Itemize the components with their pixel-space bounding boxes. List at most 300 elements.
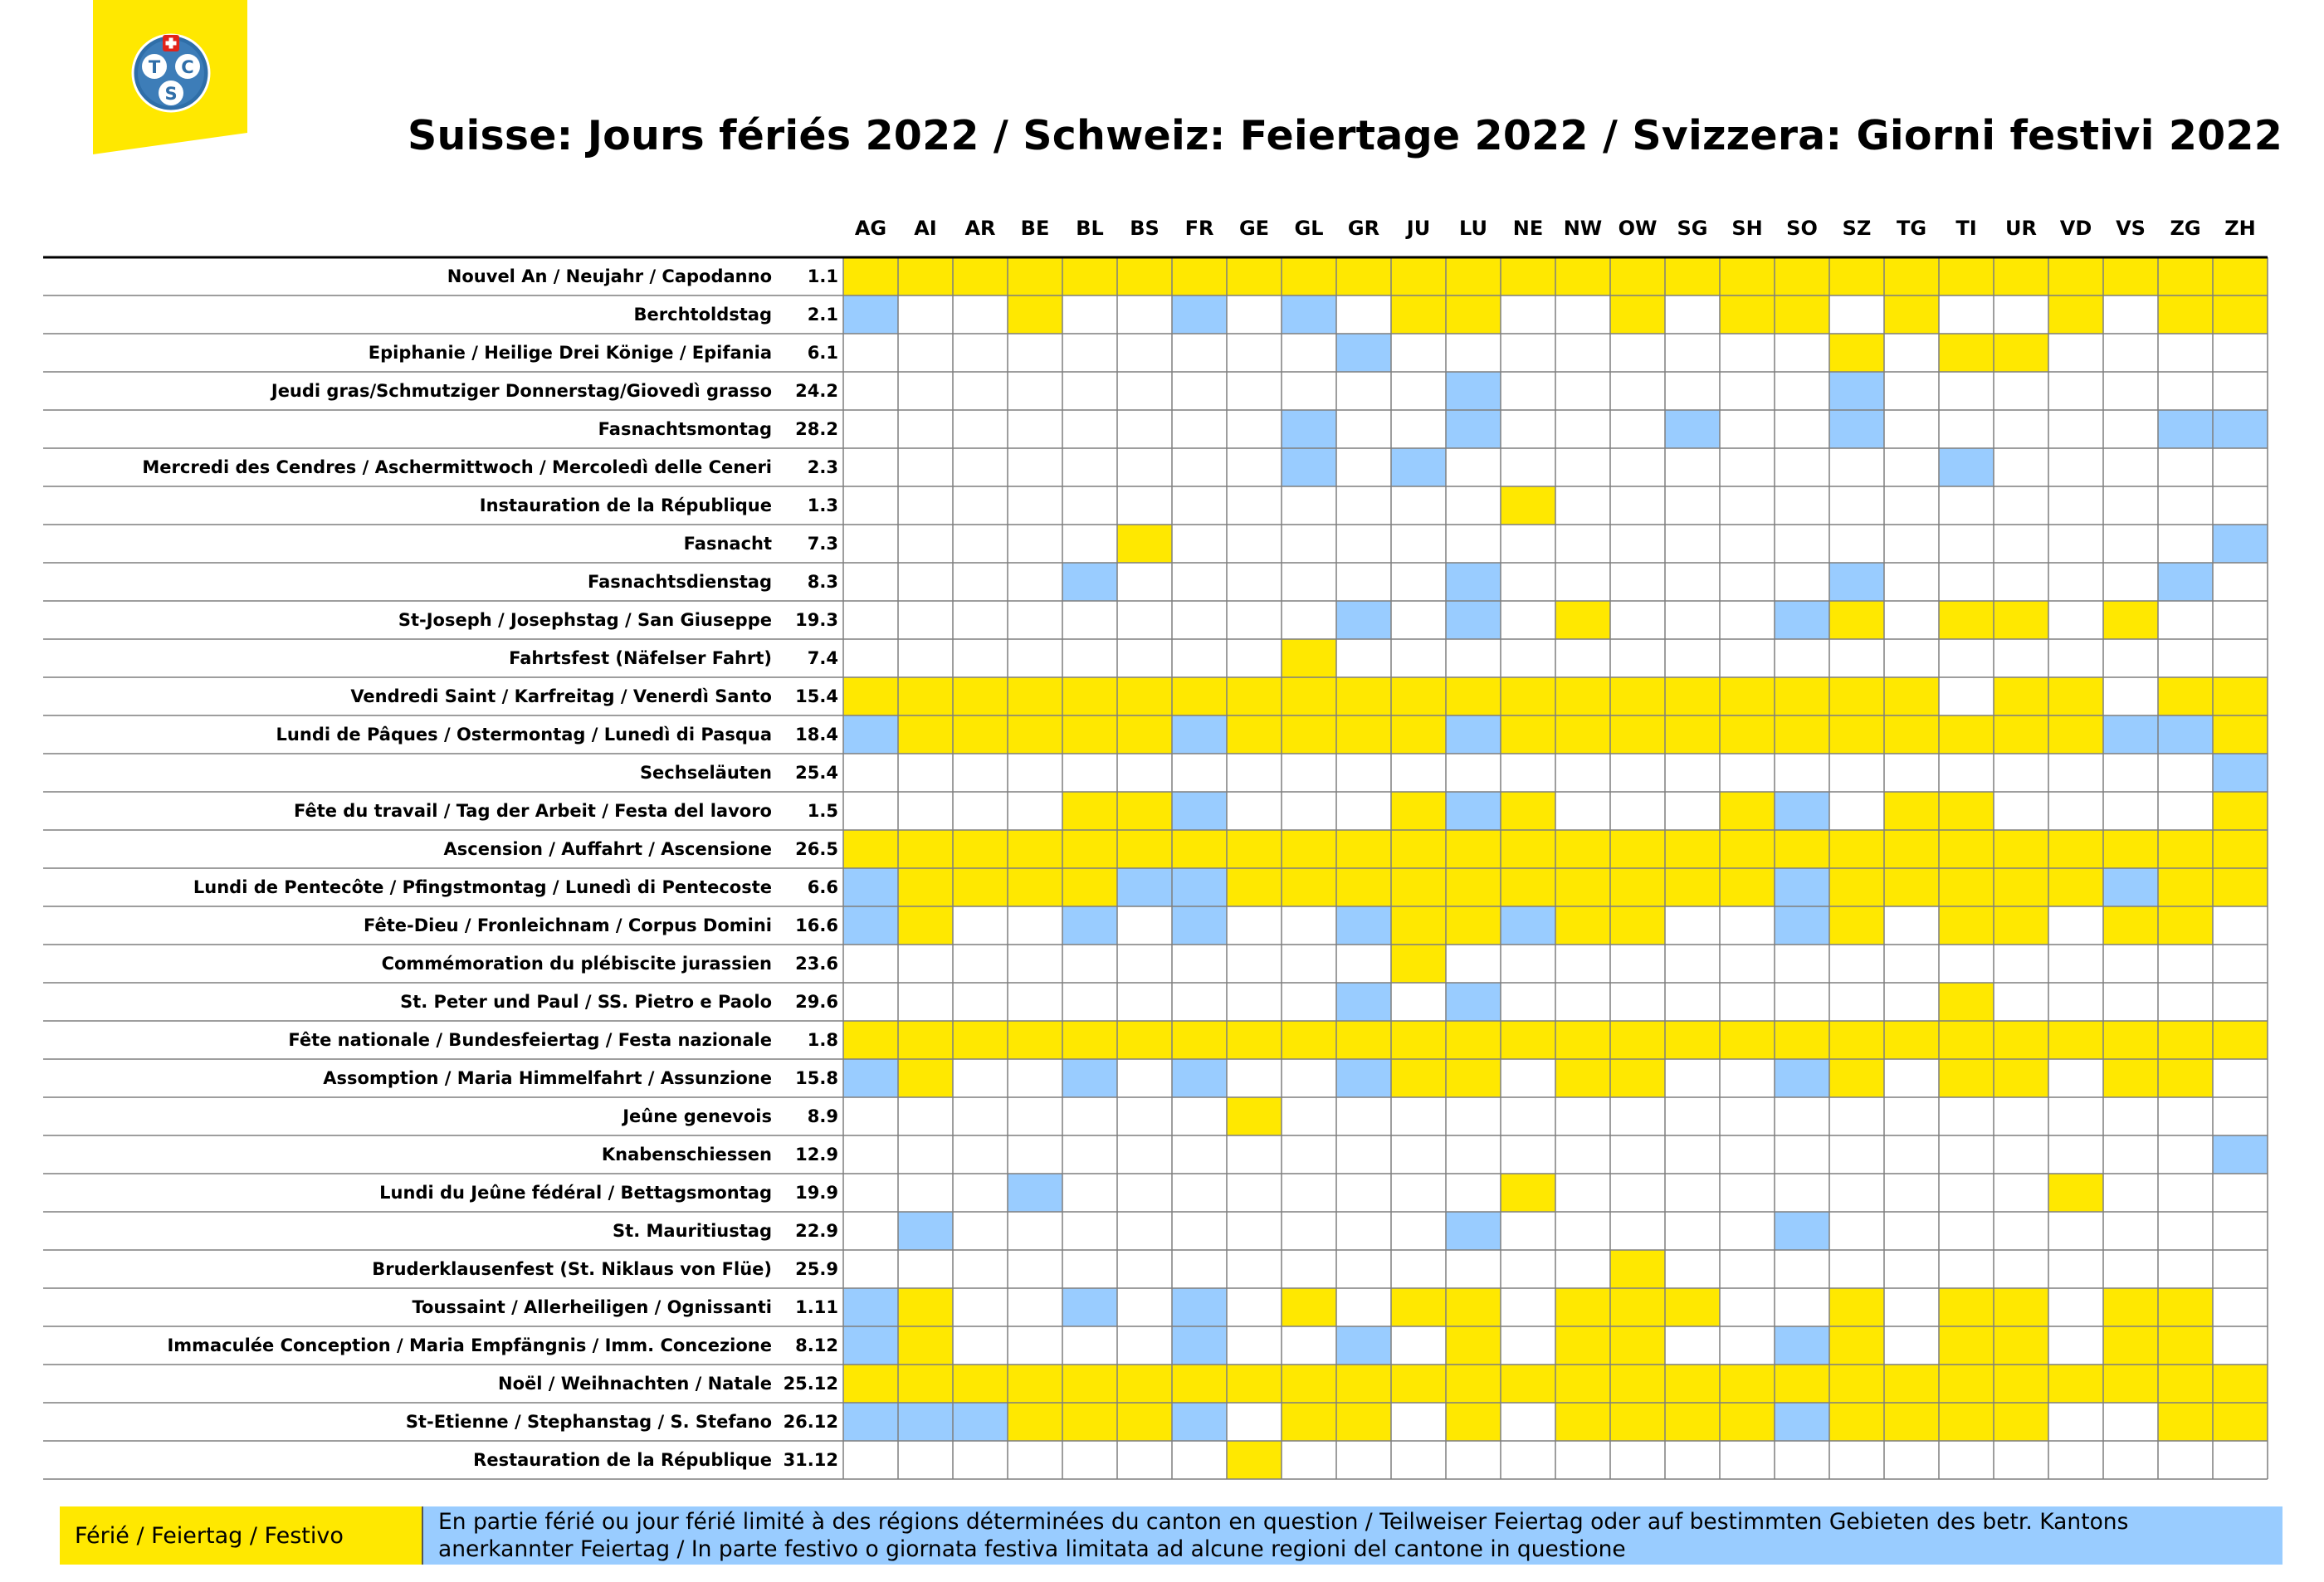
cell-empty [843, 1097, 898, 1135]
cell-ferie [1720, 1365, 1775, 1403]
cell-partiel [1117, 868, 1172, 906]
cell-ferie [2103, 1059, 2158, 1097]
cell-empty [1062, 1326, 1117, 1365]
cell-ferie [1336, 830, 1391, 868]
cell-ferie [1994, 715, 2048, 754]
cell-empty [1008, 754, 1062, 792]
cell-ferie [1555, 715, 1610, 754]
cell-empty [2213, 601, 2268, 639]
cell-ferie [1282, 257, 1336, 295]
page-title: Suisse: Jours fériés 2022 / Schweiz: Feiertage 2022 / Svizzera: Giorni festivi 2022 [407, 112, 2282, 159]
cell-empty [2048, 1059, 2103, 1097]
cell-ferie [2158, 1288, 2213, 1326]
cell-empty [1610, 945, 1665, 983]
logo-letter-c: C [181, 57, 194, 77]
cell-ferie [1884, 715, 1939, 754]
canton-header: AI [914, 217, 937, 240]
cell-ferie [1062, 677, 1117, 715]
cell-ferie [1665, 1021, 1720, 1059]
cell-empty [1336, 1212, 1391, 1250]
cell-empty [1336, 1441, 1391, 1479]
cell-ferie [1501, 486, 1555, 525]
cell-empty [1555, 754, 1610, 792]
cell-ferie [1555, 1059, 1610, 1097]
cell-empty [1829, 295, 1884, 334]
cell-empty [1610, 372, 1665, 410]
cell-partiel [1939, 448, 1994, 486]
cell-empty [1336, 1135, 1391, 1174]
cell-empty [898, 563, 953, 601]
cell-empty [1884, 1441, 1939, 1479]
cell-empty [1172, 1097, 1227, 1135]
holiday-date: 26.12 [783, 1412, 838, 1432]
cell-empty [1501, 525, 1555, 563]
holiday-name: St. Mauritiustag [613, 1221, 772, 1241]
cell-empty [1227, 906, 1282, 945]
cell-empty [2158, 1250, 2213, 1288]
holiday-date: 25.12 [783, 1374, 838, 1394]
cell-ferie [1829, 1288, 1884, 1326]
cell-empty [953, 792, 1008, 830]
cell-empty [1391, 1097, 1446, 1135]
cell-ferie [953, 1365, 1008, 1403]
cell-partiel [1172, 1288, 1227, 1326]
cell-empty [1336, 295, 1391, 334]
cell-partiel [1336, 906, 1391, 945]
cell-empty [1665, 639, 1720, 677]
cell-empty [1282, 983, 1336, 1021]
cell-partiel [953, 1403, 1008, 1441]
cell-empty [2213, 563, 2268, 601]
cell-empty [2048, 1288, 2103, 1326]
cell-ferie [2048, 1174, 2103, 1212]
holiday-date: 19.9 [795, 1183, 838, 1203]
cell-empty [1008, 525, 1062, 563]
cell-empty [843, 1135, 898, 1174]
cell-ferie [1446, 1021, 1501, 1059]
cell-partiel [1282, 295, 1336, 334]
cell-empty [1829, 983, 1884, 1021]
cell-empty [2048, 1135, 2103, 1174]
cell-empty [1994, 372, 2048, 410]
holiday-name: St-Etienne / Stephanstag / S. Stefano [405, 1412, 772, 1432]
cell-ferie [1829, 906, 1884, 945]
cell-empty [2103, 563, 2158, 601]
cell-ferie [1665, 1403, 1720, 1441]
cell-empty [1720, 945, 1775, 983]
cell-empty [1282, 601, 1336, 639]
cell-empty [1282, 792, 1336, 830]
cell-ferie [1008, 715, 1062, 754]
cell-ferie [2048, 868, 2103, 906]
cell-empty [1008, 1288, 1062, 1326]
cell-empty [1008, 372, 1062, 410]
cell-partiel [1665, 410, 1720, 448]
cell-empty [1446, 1174, 1501, 1212]
holiday-date: 6.6 [807, 877, 838, 897]
cell-empty [1665, 754, 1720, 792]
cell-ferie [2048, 830, 2103, 868]
canton-header: SH [1731, 217, 1763, 240]
cell-ferie [1994, 1021, 2048, 1059]
cell-empty [1172, 983, 1227, 1021]
cell-ferie [1446, 868, 1501, 906]
cell-empty [1939, 525, 1994, 563]
cell-empty [1665, 563, 1720, 601]
cell-ferie [2158, 868, 2213, 906]
cell-empty [2103, 448, 2158, 486]
cell-empty [1391, 563, 1446, 601]
cell-empty [1117, 334, 1172, 372]
cell-empty [1391, 1212, 1446, 1250]
cell-ferie [1720, 830, 1775, 868]
cell-ferie [1829, 334, 1884, 372]
cell-partiel [843, 906, 898, 945]
cell-ferie [898, 830, 953, 868]
cell-empty [1008, 1135, 1062, 1174]
cell-empty [843, 639, 898, 677]
cell-ferie [953, 257, 1008, 295]
cell-ferie [1117, 257, 1172, 295]
cell-ferie [898, 906, 953, 945]
cell-empty [843, 1174, 898, 1212]
cell-empty [2048, 410, 2103, 448]
cell-ferie [1227, 257, 1282, 295]
cell-empty [1884, 945, 1939, 983]
legend-partiel-line1: En partie férié ou jour férié limité à des régions déterminées du canton en question / Teilweiser Feiertag oder auf bestimmten Gebieten des betr. Kantons [438, 1509, 2129, 1535]
cell-empty [1501, 334, 1555, 372]
cell-empty [1008, 983, 1062, 1021]
holiday-name: Fête nationale / Bundesfeiertag / Festa nazionale [288, 1030, 772, 1050]
cell-empty [1336, 754, 1391, 792]
cell-empty [1227, 1250, 1282, 1288]
cell-empty [1117, 639, 1172, 677]
cell-empty [1829, 525, 1884, 563]
cell-empty [953, 906, 1008, 945]
cell-ferie [1446, 830, 1501, 868]
cell-empty [843, 525, 898, 563]
cell-empty [1665, 372, 1720, 410]
cell-empty [1720, 1441, 1775, 1479]
cell-ferie [1062, 868, 1117, 906]
holiday-name: Toussaint / Allerheiligen / Ognissanti [412, 1297, 772, 1317]
cell-empty [1282, 1135, 1336, 1174]
cell-ferie [2158, 1326, 2213, 1365]
cell-ferie [898, 1326, 953, 1365]
cell-empty [1720, 983, 1775, 1021]
cell-partiel [1172, 1326, 1227, 1365]
cell-ferie [1720, 868, 1775, 906]
cell-empty [1501, 754, 1555, 792]
cell-empty [1775, 563, 1829, 601]
cell-partiel [898, 1403, 953, 1441]
cell-partiel [843, 1403, 898, 1441]
cell-empty [1446, 945, 1501, 983]
cell-ferie [1610, 1403, 1665, 1441]
cell-empty [1446, 1097, 1501, 1135]
cell-ferie [2213, 257, 2268, 295]
cell-ferie [1555, 601, 1610, 639]
cell-empty [1172, 945, 1227, 983]
cell-empty [2213, 906, 2268, 945]
cell-ferie [1501, 868, 1555, 906]
cell-empty [1008, 448, 1062, 486]
cell-partiel [2158, 715, 2213, 754]
cell-empty [1227, 1326, 1282, 1365]
cell-empty [1117, 563, 1172, 601]
cell-empty [1391, 372, 1446, 410]
holiday-name: Fasnachtsmontag [598, 419, 772, 439]
cell-empty [1775, 1097, 1829, 1135]
cell-ferie [2048, 1021, 2103, 1059]
cell-empty [1117, 906, 1172, 945]
cell-empty [1775, 1288, 1829, 1326]
cell-ferie [1610, 1059, 1665, 1097]
cell-empty [1555, 639, 1610, 677]
holiday-date: 1.11 [795, 1297, 838, 1317]
cell-ferie [1884, 830, 1939, 868]
cell-empty [1336, 1288, 1391, 1326]
cell-empty [1939, 295, 1994, 334]
cell-ferie [1775, 677, 1829, 715]
cell-partiel [1172, 906, 1227, 945]
cell-empty [2158, 754, 2213, 792]
cell-ferie [1939, 906, 1994, 945]
cell-empty [898, 754, 953, 792]
cell-ferie [1720, 257, 1775, 295]
cell-ferie [1117, 1021, 1172, 1059]
cell-ferie [1939, 1021, 1994, 1059]
cell-empty [1555, 1097, 1610, 1135]
cell-ferie [1501, 1365, 1555, 1403]
cell-empty [1665, 295, 1720, 334]
cell-ferie [1117, 792, 1172, 830]
cell-empty [1555, 1212, 1610, 1250]
cell-partiel [1501, 906, 1555, 945]
cell-ferie [2213, 830, 2268, 868]
cell-empty [1008, 410, 1062, 448]
cell-empty [1555, 563, 1610, 601]
cell-empty [1775, 486, 1829, 525]
cell-empty [2213, 1174, 2268, 1212]
cell-ferie [2213, 715, 2268, 754]
cell-empty [1282, 1059, 1336, 1097]
cell-ferie [1172, 677, 1227, 715]
canton-header: LU [1459, 217, 1487, 240]
canton-header: AR [964, 217, 996, 240]
cell-partiel [1446, 983, 1501, 1021]
cell-ferie [1829, 715, 1884, 754]
cell-ferie [1884, 1365, 1939, 1403]
cell-empty [1610, 1135, 1665, 1174]
cell-ferie [1939, 1326, 1994, 1365]
cell-empty [953, 1326, 1008, 1365]
cell-ferie [1391, 1059, 1446, 1097]
cell-empty [1555, 372, 1610, 410]
cell-empty [1939, 1441, 1994, 1479]
cell-empty [953, 448, 1008, 486]
cell-ferie [1336, 1365, 1391, 1403]
cell-ferie [1994, 1403, 2048, 1441]
cell-empty [898, 945, 953, 983]
cell-empty [2048, 448, 2103, 486]
cell-ferie [2048, 1365, 2103, 1403]
cell-empty [1555, 334, 1610, 372]
cell-ferie [1994, 1326, 2048, 1365]
cell-empty [1555, 945, 1610, 983]
cell-empty [1775, 1441, 1829, 1479]
cell-empty [1939, 486, 1994, 525]
cell-empty [1939, 1212, 1994, 1250]
cell-ferie [1720, 792, 1775, 830]
cell-empty [1610, 601, 1665, 639]
cell-ferie [2158, 1403, 2213, 1441]
cell-empty [1610, 1212, 1665, 1250]
cell-empty [1994, 945, 2048, 983]
cell-empty [1665, 983, 1720, 1021]
cell-ferie [1282, 715, 1336, 754]
cell-ferie [1994, 1365, 2048, 1403]
cell-empty [2103, 792, 2158, 830]
cell-empty [1610, 1097, 1665, 1135]
cell-empty [953, 525, 1008, 563]
cell-empty [1227, 639, 1282, 677]
holiday-name: Sechseläuten [639, 763, 772, 783]
cell-empty [1720, 1250, 1775, 1288]
cell-ferie [1062, 830, 1117, 868]
logo-letter-s: S [164, 84, 178, 104]
cell-partiel [843, 1059, 898, 1097]
cell-partiel [1446, 792, 1501, 830]
cell-empty [1062, 1135, 1117, 1174]
cell-ferie [898, 868, 953, 906]
cell-ferie [1829, 1326, 1884, 1365]
cell-empty [1172, 372, 1227, 410]
cell-empty [1720, 906, 1775, 945]
cell-ferie [2213, 677, 2268, 715]
holiday-name: Lundi du Jeûne fédéral / Bettagsmontag [379, 1183, 772, 1203]
cell-ferie [1227, 677, 1282, 715]
cell-empty [1336, 448, 1391, 486]
cell-partiel [1775, 1326, 1829, 1365]
cell-partiel [1829, 563, 1884, 601]
cell-empty [1829, 1097, 1884, 1135]
cell-empty [898, 410, 953, 448]
cell-ferie [843, 1021, 898, 1059]
cell-partiel [1775, 792, 1829, 830]
cell-empty [1336, 945, 1391, 983]
cell-ferie [1610, 715, 1665, 754]
cell-empty [1994, 1212, 2048, 1250]
cell-partiel [1062, 906, 1117, 945]
cell-empty [1884, 1097, 1939, 1135]
cell-empty [1884, 448, 1939, 486]
cell-empty [1446, 1250, 1501, 1288]
canton-header: BS [1130, 217, 1160, 240]
canton-header: FR [1184, 217, 1214, 240]
cell-ferie [1117, 715, 1172, 754]
cell-empty [1117, 1097, 1172, 1135]
cell-empty [1610, 334, 1665, 372]
cell-ferie [1994, 1288, 2048, 1326]
cell-ferie [1610, 677, 1665, 715]
cell-partiel [1282, 410, 1336, 448]
cell-empty [1665, 792, 1720, 830]
cell-empty [1610, 525, 1665, 563]
cell-empty [1227, 792, 1282, 830]
cell-ferie [1062, 715, 1117, 754]
cell-partiel [1775, 1059, 1829, 1097]
cell-empty [1884, 1135, 1939, 1174]
cell-empty [1665, 1135, 1720, 1174]
cell-ferie [1994, 677, 2048, 715]
cell-ferie [1720, 1403, 1775, 1441]
cell-ferie [1939, 830, 1994, 868]
cell-empty [1501, 1059, 1555, 1097]
cell-empty [1884, 334, 1939, 372]
cell-ferie [1775, 715, 1829, 754]
cell-ferie [1008, 1021, 1062, 1059]
cell-ferie [1610, 295, 1665, 334]
cell-empty [1501, 601, 1555, 639]
cell-empty [1391, 1326, 1446, 1365]
canton-header: SG [1677, 217, 1708, 240]
cell-ferie [1775, 830, 1829, 868]
cell-empty [1610, 754, 1665, 792]
cell-partiel [1446, 410, 1501, 448]
canton-header: UR [2005, 217, 2037, 240]
cell-empty [1665, 525, 1720, 563]
cell-empty [1282, 754, 1336, 792]
cell-empty [2103, 486, 2158, 525]
cell-empty [1555, 792, 1610, 830]
cell-ferie [1391, 1365, 1446, 1403]
canton-header: VS [2116, 217, 2146, 240]
cell-empty [1775, 410, 1829, 448]
cell-partiel [1062, 1059, 1117, 1097]
cell-ferie [1446, 677, 1501, 715]
cell-empty [1062, 1441, 1117, 1479]
cell-empty [1391, 754, 1446, 792]
cell-empty [1282, 563, 1336, 601]
cell-ferie [1117, 1403, 1172, 1441]
cell-empty [2103, 1403, 2158, 1441]
cell-empty [1665, 1174, 1720, 1212]
cell-ferie [1172, 1021, 1227, 1059]
cell-empty [953, 372, 1008, 410]
cell-ferie [1994, 257, 2048, 295]
cell-empty [843, 334, 898, 372]
cell-empty [2213, 334, 2268, 372]
cell-empty [1008, 1441, 1062, 1479]
cell-ferie [1555, 1403, 1610, 1441]
cell-ferie [1610, 830, 1665, 868]
holiday-date: 16.6 [795, 916, 838, 935]
cell-empty [1172, 601, 1227, 639]
cell-empty [1720, 1326, 1775, 1365]
cell-empty [1336, 792, 1391, 830]
cell-ferie [1227, 868, 1282, 906]
cell-empty [2213, 372, 2268, 410]
cell-empty [1775, 1250, 1829, 1288]
cell-ferie [2103, 1326, 2158, 1365]
cell-empty [2048, 945, 2103, 983]
cell-ferie [2213, 295, 2268, 334]
cell-empty [2158, 983, 2213, 1021]
cell-empty [1610, 1441, 1665, 1479]
cell-empty [2213, 486, 2268, 525]
cell-partiel [843, 1288, 898, 1326]
